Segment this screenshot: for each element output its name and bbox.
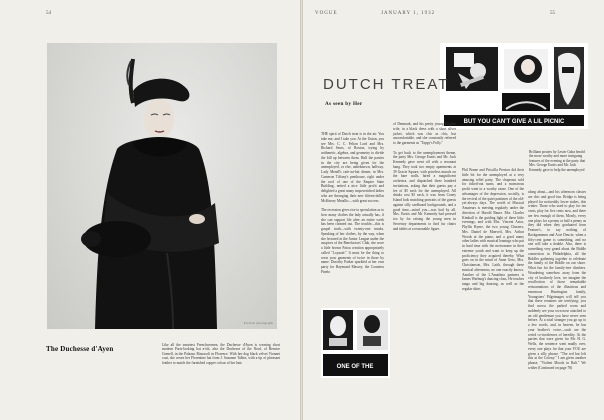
issue-date: JANUARY 1, 1932 (381, 11, 436, 16)
poster-illustration-top (440, 43, 588, 129)
column-1-text: THE spirit of Dutch treat is in the air. You take me, and I take you. At the Union, you see Mrs. C. C. Felton Lord and Mrs. Richard Sears, of Boston, trying by arithmetic, algebra, and geometry to divide the bill up between them. Half the parties in the city are being given for the unemployed, or else, unbeknown, halfway. Lady Mendl's cafe-au-lait dinner, in Mrs. Cameron Tiffany's penthouse, right under the roof of one of the Empire State Building, netted a nice little profit and delighted a great many impoverished ladies who are thronging their new fifteen-dollar McKinsey Metallic—with great success. (321, 132, 384, 203)
caption-title: The Duchesse d'Ayen (46, 345, 114, 353)
portrait-photo (47, 43, 277, 329)
column-2-text-b: To get back to the unemployment theme, the party Mrs. George Eustis and Mr. Jack Kennedy gave went off with a resonant bang. They took two empty apartments at 39 Gracie Square, with priceless murals on the bare walls, hired a magnificent orchestra, and dispatched three hundred invitations, asking that their guests pay a fee of $5 each for the unemployed. All drinks cost $5 each, it was from Coney Island look matching portraits of the guests against silly cardboard backgrounds, and a good time—mind you—was had by all. Mrs. Eustis and Mr. Kennedy had pressed too by for raising the young men in Secretary departments to find fur chairs and tables at a reasonable figure. (393, 150, 456, 231)
article-byline: As seen by Her (325, 101, 363, 107)
article-column-2 (393, 122, 456, 231)
poster-illustration-bottom (321, 308, 390, 378)
left-page-number: 54 (46, 11, 51, 16)
portrait-illustration (47, 43, 277, 329)
poster-bottom-text: ONE OF THE (336, 364, 374, 370)
column-2-text: of Denmark, and his pretty young English wife, in a black dress with a short silver jacket, which was chic as chic, but uncomfortable, and she constantly referred to the garments as "Tappy's Folly." (393, 122, 456, 145)
right-page-number: 55 (550, 11, 555, 16)
running-head: VOGUE (315, 11, 338, 16)
right-page (303, 0, 604, 420)
article-column-4: along about—and his afternoon classes are chic and good fun. Bridge is being played for noticeably lower stakes, this winter. Those who used to play for ten cents, play for five cents now, and there are few enough of them. Mostly, every one plays for a penny or half a penny as they did when they graduated from Feature's, to say nothing of Backgammon and Acie Deucie, when a fifty-cent game is something, and no one will take a double. Also, there is something very grand about the Biddle connection in Philadelphia, all the Biddles gathering together to celebrate the family of the Biddle on our shore. What fun for the family-tree climbers. Wondering somehow away from the city of brotherly love, we imagine the recollection of those remarkable reincarnations of the illustrious and enormous Huntington family, Youngsters' Pilgrimages will tell you that these reunions are terrifying; you find across the parked room and suddenly see your own nose attached to an old gentleman you have never seen before. At a total stranger you go up to a few words, and, in heaven, he has your brother's voice—such are the weird co-incidences of heredity. At the parties that were given for Mr. H. G. Wells, the sentence went madly over, every one plays for that your YOU are given a silly phrase. "The red hat left this at the Colony." I am given another phrase, "Violent Moods in Bali." We wither (Continued on page 78) (528, 190, 586, 370)
poster-artwork-top (440, 43, 588, 129)
article-title: DUTCH TREAT (323, 76, 450, 93)
article-column-1 (321, 132, 384, 275)
photo-credit: Portrait photograph (243, 321, 273, 325)
poster-caption: Brilliant posters by Lester Gaba herald the more worthy and more intriguing features of the evening at the party that Mrs. George Eustis and Mr. Jack Kennedy gave to help the unemployed (529, 150, 586, 172)
poster-top-text: BUT YOU CAN'T GIVE A LIL PICNIC (463, 119, 565, 125)
article-column-3: Phil Brune and Priscilla Preston did their little bit for the unemployed at a very amusing relief party. The chapeaux sold for ticked-out sums, and a monstrous profit went to a worthy cause. One of the advantages of the depression, socially, is the revival of the quiet pastimes of the old-yet-always days. The world of Musical Amateurs is meeting regularly under the direction of Harold Bauer. Mrs. Charles Kimball is the guiding light of these little evenings, and with Mrs. Vincent Astor, Phyllis Byrne, the two young Chasters, Mrs. Daniel de Monveil, Mrs. Arthur Woods at the piano, and a good many other ladies with musical leanings who put in hard time with the metronome in their extreme youth and want to keep up the proficiency they acquired thereby. What goes on in the mind of Anne Gero, Mrs. Christianson, Mrs. Laith, through these musical afternoons, no one exactly knows. Another of the L'Amafinio partners is James Warburg's dancing class, He teaches tango and big dancing, as well as the regular skins (462, 168, 524, 291)
left-page (0, 0, 300, 420)
poster-artwork-bottom (321, 308, 390, 378)
column-1-text-b: The recession gives rise to speculation as to how many clothes the lady actually has, if she can support life after an entire week has been cleaned out. The trouble—this is gospel truth—with twenty-one trunks. Speaking of her clothes, by the way, when she lectured at the Junior League under the auspices of the Benefactors' Club, she wore a little brown Patou creation appropriately called "Loyauté." It must be the thing to wear your garments of twice in those by name. Dorothy Parker sparkled at her own party for Raymond Massey, the Countess Pinelo (321, 208, 384, 274)
caption-body: Like all the smartest Frenchwomen, the Duchesse d'Ayen is wearing short modern Paris-looking hat a-tilt, also the Duchesse of the Nord, of Bernice Grenell, in the Palazzo Rinsacoli in Florence. With her dog black velvet Vionnet coat, she wears her Florentine hat from J. Suzanne Talbot, with a tip of pheasant feather to match the furnished copper colour of her hair. (162, 343, 280, 365)
